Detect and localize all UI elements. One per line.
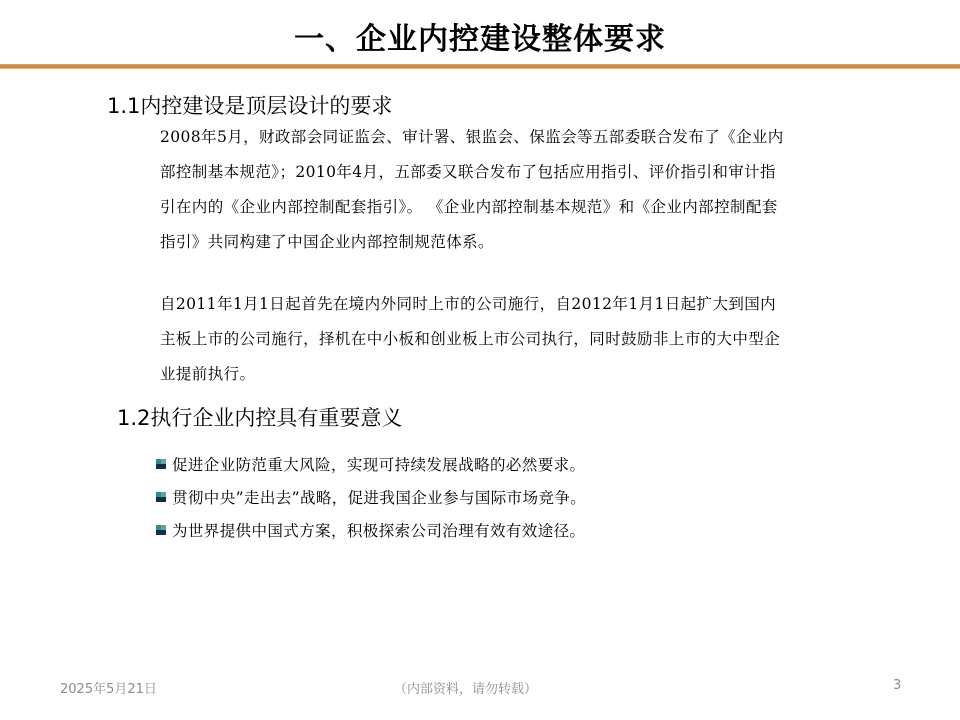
- footer-note: （内部资料，请勿转载）: [394, 682, 538, 697]
- bullet-item-2: [156, 480, 796, 513]
- footer-date: 2025年5月21日: [60, 682, 157, 697]
- page-number: 3: [893, 678, 902, 693]
- bullet-text: 促进企业防范重大风险，实现可持续发展战略的必然要求。: [172, 455, 586, 474]
- bullet-list: [156, 447, 796, 546]
- checker-square-icon: [156, 459, 166, 469]
- bullet-item-1: [156, 447, 796, 480]
- section-1-paragraph-1: 2008年5月，财政部会同证监会、审计署、银监会、保监会等五部委联合发布了《企业内部控制基本规范》；2010年4月，五部委又联合发布了包括应用指引、评价指引和审计指引在内的《企业内部控制配套指引》。 《企业内部控制基本规范》和《企业内部控制配套指引》共同构建了中国企业内部控制规范体系。: [160, 128, 784, 251]
- section-heading-1: 1.1内控建设是顶层设计的要求: [107, 94, 393, 118]
- slide-title: 一、企业内控建设整体要求: [294, 22, 666, 57]
- section-heading-2: 1.2执行企业内控具有重要意义: [117, 406, 403, 430]
- checker-square-icon: [156, 492, 166, 502]
- bullet-item-3: [156, 513, 796, 546]
- section-1-paragraph-2: 自2011年1月1日起首先在境内外同时上市的公司施行，自2012年1月1日起扩大到国内主板上市的公司施行，择机在中小板和创业板上市公司执行，同时鼓励非上市的大中型企业提前执行。: [160, 295, 781, 383]
- bullet-text: 贯彻中央”走出去”战略，促进我国企业参与国际市场竞争。: [172, 488, 587, 507]
- title-divider: [0, 64, 960, 69]
- bullet-text: 为世界提供中国式方案，积极探索公司治理有效有效途径。: [172, 521, 586, 540]
- checker-square-icon: [156, 525, 166, 535]
